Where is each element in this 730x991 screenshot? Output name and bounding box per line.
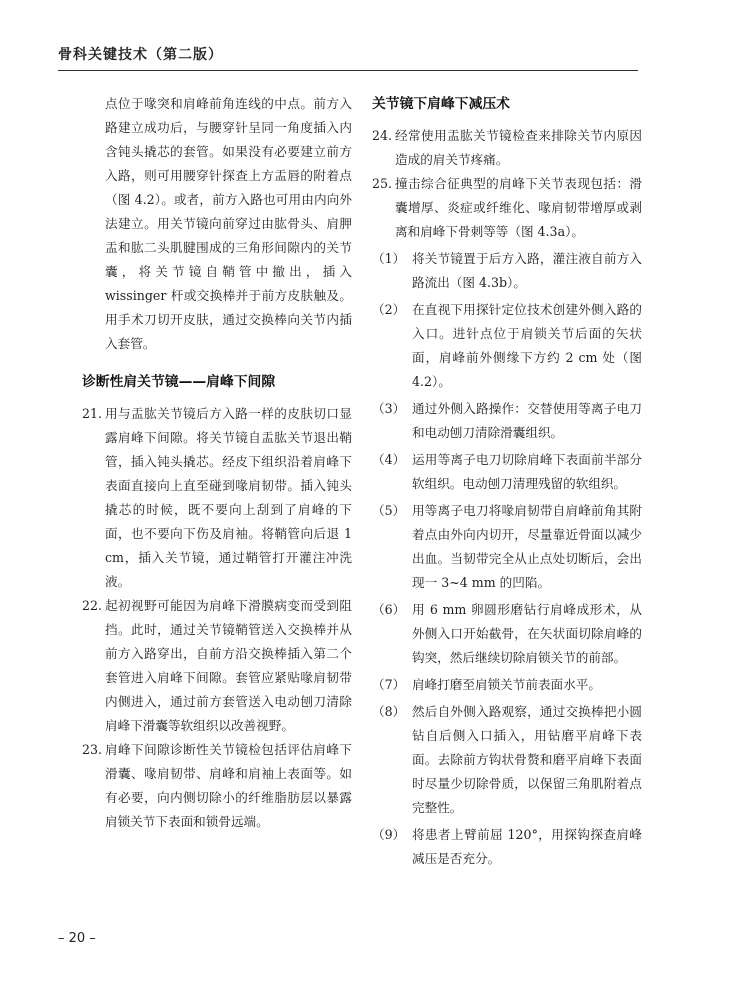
sub-item-text: 用 6 mm 卵圆形磨钻行肩峰成形术，从外侧入口开始截骨，在矢状面切除肩峰的钩突，然后继续切除肩锁关节的前部。: [412, 602, 642, 665]
sub-item-text: 通过外侧入路操作：交替使用等离子电刀和电动刨刀清除滑囊组织。: [412, 401, 642, 440]
item-text: 撞击综合征典型的肩峰下关节表现包括：滑囊增厚、炎症或纤维化、喙肩韧带增厚或剥离和肩峰下骨刺等等（图 4.3a）。: [395, 176, 642, 239]
sub-item-number: （1）: [372, 251, 406, 266]
left-column: [82, 92, 352, 834]
header-rule: [58, 70, 638, 71]
item-number: 25.: [372, 176, 393, 191]
item-text: 用与盂肱关节镜后方入路一样的皮肤切口显露肩峰下间隙。将关节镜自盂肱关节退出鞘管，插入钝头撬芯。经皮下组织沿着肩峰下表面直接向上直至碰到喙肩韧带。插入钝头撬芯的时候，既不要向上刮到了肩峰的下面，也不要向下伤及肩袖。将鞘管向后退 1 cm，插入关节镜，通过鞘管打开灌注冲洗液。: [105, 406, 352, 589]
sub-item-number: （6）: [372, 602, 406, 617]
running-head-title: 骨科关键技术（第二版）: [58, 47, 223, 63]
sub-item-8: [372, 700, 642, 820]
sub-item-number: （3）: [372, 401, 406, 416]
sub-item-text: 肩峰打磨至肩锁关节前表面水平。: [412, 677, 601, 692]
list-item-22: [82, 594, 352, 738]
sub-item-text: 将患者上臂前屈 120°，用探钩探查肩峰减压是否充分。: [412, 827, 642, 866]
sub-item-text: 然后自外侧入路观察，通过交换棒把小圆钻自后侧入口插入，用钻磨平肩峰下表面。去除前方钩状骨赘和磨平肩峰下表面时尽量少切除骨质，以保留三角肌附着点完整性。: [412, 704, 642, 815]
sub-item-number: （4）: [372, 452, 406, 467]
sub-item-1: [372, 247, 642, 295]
right-column: [372, 92, 642, 874]
sub-item-text: 用等离子电刀将喙肩韧带自肩峰前角其附着点由外向内切开，尽量靠近骨面以减少出血。当韧带完全从止点处切断后，会出现一 3~4 mm 的凹陷。: [412, 503, 642, 590]
sub-item-number: （9）: [372, 827, 406, 842]
sub-item-number: （8）: [372, 704, 406, 719]
item-text: 起初视野可能因为肩峰下滑膜病变而受到阻挡。此时，通过关节镜鞘管送入交换棒并从前方入路穿出，自前方沿交换棒插入第二个套管进入肩峰下间隙。套管应紧贴喙肩韧带内侧进入，通过前方套管送入电动刨刀清除肩峰下滑囊等软组织以改善视野。: [105, 598, 352, 733]
list-item-23: [82, 738, 352, 834]
sub-item-4: [372, 448, 642, 496]
sub-item-number: （2）: [372, 302, 406, 317]
item-text: 经常使用盂肱关节镜检查来排除关节内原因造成的肩关节疼痛。: [395, 128, 642, 167]
sub-item-number: （5）: [372, 503, 406, 518]
sub-item-9: [372, 823, 642, 871]
sub-item-text: 运用等离子电刀切除肩峰下表面前半部分软组织。电动刨刀清理残留的软组织。: [412, 452, 642, 491]
sub-item-text: 将关节镜置于后方入路，灌注液自前方入路流出（图 4.3b）。: [412, 251, 642, 290]
section-heading-diagnostic: 诊断性肩关节镜——肩峰下间隙: [82, 374, 276, 390]
item-number: 23.: [82, 742, 103, 757]
list-item-24: [372, 124, 642, 172]
sub-item-5: [372, 499, 642, 595]
item-text: 肩峰下间隙诊断性关节镜检包括评估肩峰下滑囊、喙肩韧带、肩峰和肩袖上表面等。如有必要，向内侧切除小的纤维脂肪层以暴露肩锁关节下表面和锁骨远端。: [105, 742, 352, 829]
sub-item-number: （7）: [372, 677, 406, 692]
sub-item-6: [372, 598, 642, 670]
sub-item-3: [372, 397, 642, 445]
item-number: 24.: [372, 128, 393, 143]
continuation-paragraph: 点位于喙突和肩峰前角连线的中点。前方入路建立成功后，与腰穿针呈同一角度插入内含钝头撬芯的套管。如果没有必要建立前方入路，则可用腰穿针探查上方盂唇的附着点（图 4.2）。或者，前方入路也可用由内向外法建立。用关节镜向前穿过由肱骨头、肩胛盂和肱二头肌腱围成的三角形间隙内的关节囊，将关节镜自鞘管中撤出，插入 wissinger 杆或交换棒并于前方皮肤触及。用手术刀切开皮肤，通过交换棒向关节内插入套管。: [105, 96, 352, 351]
sub-item-7: [372, 673, 642, 697]
item-number: 22.: [82, 598, 103, 613]
page-number: – 20 –: [58, 931, 96, 946]
item-number: 21.: [82, 406, 103, 421]
section-heading-decompression: 关节镜下肩峰下减压术: [372, 96, 510, 112]
sub-item-2: [372, 298, 642, 394]
list-item-21: [82, 402, 352, 594]
list-item-25: [372, 172, 642, 244]
sub-item-text: 在直视下用探针定位技术创建外侧入路的入口。进针点位于肩锁关节后面的矢状面，肩峰前外侧缘下方约 2 cm 处（图 4.2）。: [412, 302, 642, 389]
